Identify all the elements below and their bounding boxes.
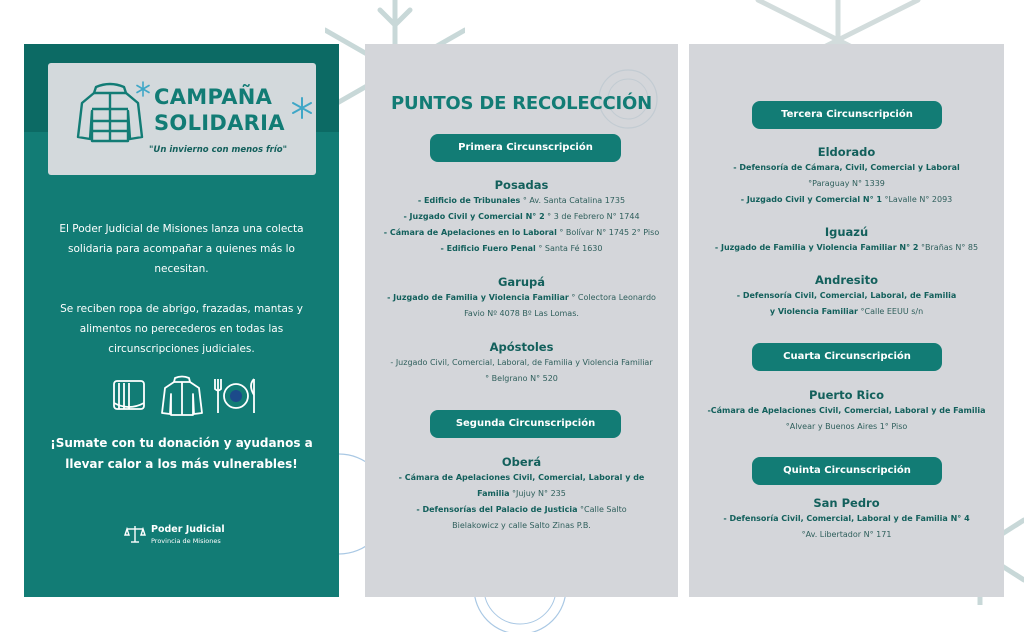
- call-to-action: [24, 433, 339, 475]
- address-line: Familia °Jujuy N° 235: [477, 489, 566, 498]
- city-san-pedro: San Pedro: [813, 496, 880, 510]
- address-line: °Av. Libertador N° 171: [801, 530, 892, 539]
- campaign-logo: [48, 63, 316, 175]
- page-title: PUNTOS DE RECOLECCIÓN: [391, 93, 652, 114]
- received-line: alimentos no perecederos en todas las: [79, 323, 284, 335]
- jacket-small-icon: [160, 375, 204, 417]
- address-line: y Violencia Familiar °Calle EEUU s/n: [769, 307, 924, 316]
- plate-cutlery-icon: [214, 375, 258, 417]
- address-line: °Alvear y Buenos Aires 1° Piso: [785, 422, 908, 431]
- intro-text: [24, 219, 339, 279]
- intro-line: El Poder Judicial de Misiones lanza una colecta: [59, 223, 304, 235]
- address-line: - Defensoría Civil, Comercial, Laboral, de Familia: [736, 291, 957, 300]
- city-andresito: Andresito: [815, 273, 878, 287]
- address-line: - Juzgado de Familia y Violencia Familiar ° Colectora Leonardo: [387, 293, 656, 302]
- address-line: - Juzgado Civil, Comercial, Laboral, de Familia y Violencia Familiar: [390, 358, 653, 367]
- address-line: - Edificio de Tribunales ° Av. Santa Catalina 1735: [417, 196, 626, 205]
- address-line: ° Belgrano N° 520: [485, 374, 558, 383]
- org-subtitle: Provincia de Misiones: [151, 537, 221, 545]
- circunscripcion-badge-quinta: Quinta Circunscripción: [752, 457, 942, 485]
- campaign-slogan: "Un invierno con menos frío": [149, 145, 288, 155]
- collection-points-panel-1: [365, 44, 678, 597]
- address-line: - Cámara de Apelaciones en lo Laboral ° Bolívar N° 1745 2° Piso: [383, 228, 660, 237]
- collection-points-panel-2: [689, 44, 1004, 597]
- address-line: - Juzgado Civil y Comercial N° 1 °Lavalle N° 2093: [740, 195, 953, 204]
- cta-line: llevar calor a los más vulnerables!: [65, 457, 298, 471]
- city-obera: Oberá: [501, 455, 542, 469]
- org-name: Poder Judicial: [151, 524, 225, 535]
- scales-of-justice-icon: [124, 524, 146, 544]
- address-line: - Defensorías del Palacio de Justicia °Calle Salto: [416, 505, 627, 514]
- address-line: - Juzgado Civil y Comercial N° 2 ° 3 de Febrero N° 1744: [403, 212, 640, 221]
- address-line: Bielakowicz y calle Salto Zinas P.B.: [452, 521, 591, 530]
- address-line: - Edificio Fuero Penal ° Santa Fé 1630: [440, 244, 603, 253]
- campaign-panel: [24, 44, 339, 597]
- cta-line: ¡Sumate con tu donación y ayudanos a: [50, 436, 313, 450]
- donation-icons: [110, 373, 260, 419]
- address-line: Favio Nº 4078 Bº Las Lomas.: [464, 309, 579, 318]
- campaign-title-line1: CAMPAÑA: [154, 85, 273, 109]
- address-line: - Cámara de Apelaciones Civil, Comercial, Laboral y de: [398, 473, 645, 482]
- received-items-text: [24, 299, 339, 359]
- circunscripcion-badge-primera: Primera Circunscripción: [430, 134, 621, 162]
- received-line: circunscripciones judiciales.: [108, 343, 255, 355]
- address-line: - Juzgado de Familia y Violencia Familiar N° 2 °Brañas N° 85: [714, 243, 979, 252]
- intro-line: solidaria para acompañar a quienes más lo: [68, 243, 295, 255]
- city-apostoles: Apóstoles: [489, 340, 554, 354]
- city-puerto-rico: Puerto Rico: [808, 388, 884, 402]
- address-line: °Paraguay N° 1339: [808, 179, 885, 188]
- circunscripcion-badge-tercera: Tercera Circunscripción: [752, 101, 942, 129]
- circunscripcion-badge-cuarta: Cuarta Circunscripción: [752, 343, 942, 371]
- intro-line: necesitan.: [154, 263, 209, 275]
- address-line: - Defensoría Civil, Comercial, Laboral y de Familia N° 4: [723, 514, 970, 523]
- received-line: Se reciben ropa de abrigo, frazadas, mantas y: [60, 303, 303, 315]
- address-line: - Defensoría de Cámara, Civil, Comercial y Laboral: [733, 163, 960, 172]
- campaign-title-line2: SOLIDARIA: [154, 111, 285, 135]
- city-iguazu: Iguazú: [824, 225, 869, 239]
- circunscripcion-badge-segunda: Segunda Circunscripción: [430, 410, 621, 438]
- address-line: -Cámara de Apelaciones Civil, Comercial, Laboral y de Familia: [707, 406, 986, 415]
- snowflake-large-icon: [291, 97, 313, 119]
- city-eldorado: Eldorado: [817, 145, 876, 159]
- city-posadas: Posadas: [494, 178, 549, 192]
- snowflake-small-icon: [135, 81, 151, 97]
- city-garupa: Garupá: [497, 275, 546, 289]
- blanket-icon: [110, 377, 148, 415]
